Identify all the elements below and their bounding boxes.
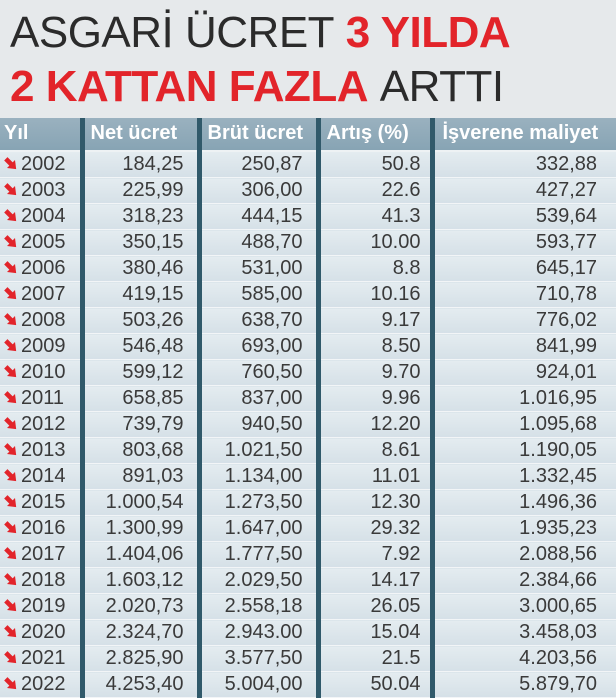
gross-wage-cell: 1.134,00 <box>199 464 318 490</box>
table-row <box>0 646 616 672</box>
employer-cost-cell: 1.190,05 <box>432 438 616 464</box>
employer-cost-cell: 924,01 <box>432 360 616 386</box>
increase-pct-cell: 9.70 <box>318 360 432 386</box>
down-right-arrow-icon <box>3 442 19 458</box>
table-row <box>0 256 616 282</box>
increase-pct-cell: 41.3 <box>318 204 432 230</box>
column-header-net: Net ücret <box>82 118 199 151</box>
employer-cost-cell: 776,02 <box>432 308 616 334</box>
down-right-arrow-icon <box>3 182 19 198</box>
employer-cost-cell: 1.016,95 <box>432 386 616 412</box>
increase-pct-cell: 22.6 <box>318 178 432 204</box>
increase-pct-cell: 12.20 <box>318 412 432 438</box>
year-cell <box>0 204 82 230</box>
employer-cost-cell: 332,88 <box>432 151 616 178</box>
year-cell <box>0 568 82 594</box>
employer-cost-cell: 539,64 <box>432 204 616 230</box>
net-wage-cell: 184,25 <box>82 151 199 178</box>
table-row <box>0 594 616 620</box>
table-row <box>0 334 616 360</box>
increase-pct-cell: 21.5 <box>318 646 432 672</box>
down-right-arrow-icon <box>3 208 19 224</box>
net-wage-cell: 1.404,06 <box>82 542 199 568</box>
increase-pct-cell: 50.8 <box>318 151 432 178</box>
increase-pct-cell: 8.50 <box>318 334 432 360</box>
table-row <box>0 151 616 178</box>
title-line2-red-text: 2 KATTAN FAZLA <box>10 62 368 111</box>
net-wage-cell: 599,12 <box>82 360 199 386</box>
year-cell <box>0 438 82 464</box>
increase-pct-cell: 10.16 <box>318 282 432 308</box>
increase-pct-cell: 26.05 <box>318 594 432 620</box>
table-row <box>0 308 616 334</box>
gross-wage-cell: 693,00 <box>199 334 318 360</box>
year-cell <box>0 386 82 412</box>
year-cell <box>0 594 82 620</box>
year-label: 2002 <box>21 153 66 175</box>
table-row <box>0 438 616 464</box>
year-cell <box>0 412 82 438</box>
net-wage-cell: 546,48 <box>82 334 199 360</box>
year-label: 2017 <box>21 543 66 565</box>
gross-wage-cell: 2.029,50 <box>199 568 318 594</box>
year-cell <box>0 646 82 672</box>
increase-pct-cell: 14.17 <box>318 568 432 594</box>
employer-cost-cell: 4.203,56 <box>432 646 616 672</box>
table-row <box>0 178 616 204</box>
net-wage-cell: 2.825,90 <box>82 646 199 672</box>
increase-pct-cell: 29.32 <box>318 516 432 542</box>
employer-cost-cell: 2.088,56 <box>432 542 616 568</box>
table-header <box>0 118 616 151</box>
gross-wage-cell: 2.558,18 <box>199 594 318 620</box>
increase-pct-cell: 10.00 <box>318 230 432 256</box>
gross-wage-cell: 638,70 <box>199 308 318 334</box>
year-cell <box>0 308 82 334</box>
increase-pct-cell: 7.92 <box>318 542 432 568</box>
net-wage-cell: 2.324,70 <box>82 620 199 646</box>
employer-cost-cell: 1.095,68 <box>432 412 616 438</box>
year-cell <box>0 282 82 308</box>
increase-pct-cell: 9.17 <box>318 308 432 334</box>
gross-wage-cell: 3.577,50 <box>199 646 318 672</box>
employer-cost-cell: 645,17 <box>432 256 616 282</box>
down-right-arrow-icon <box>3 312 19 328</box>
year-cell <box>0 464 82 490</box>
year-cell <box>0 230 82 256</box>
gross-wage-cell: 250,87 <box>199 151 318 178</box>
gross-wage-cell: 940,50 <box>199 412 318 438</box>
increase-pct-cell: 50.04 <box>318 672 432 698</box>
year-label: 2018 <box>21 569 66 591</box>
year-cell <box>0 516 82 542</box>
year-cell <box>0 360 82 386</box>
year-label: 2010 <box>21 361 66 383</box>
employer-cost-cell: 710,78 <box>432 282 616 308</box>
down-right-arrow-icon <box>3 572 19 588</box>
year-label: 2014 <box>21 465 66 487</box>
gross-wage-cell: 1.021,50 <box>199 438 318 464</box>
gross-wage-cell: 5.004,00 <box>199 672 318 698</box>
net-wage-cell: 419,15 <box>82 282 199 308</box>
net-wage-cell: 225,99 <box>82 178 199 204</box>
net-wage-cell: 350,15 <box>82 230 199 256</box>
down-right-arrow-icon <box>3 260 19 276</box>
increase-pct-cell: 11.01 <box>318 464 432 490</box>
year-cell <box>0 151 82 178</box>
increase-pct-cell: 9.96 <box>318 386 432 412</box>
year-cell <box>0 490 82 516</box>
gross-wage-cell: 1.273,50 <box>199 490 318 516</box>
increase-pct-cell: 8.61 <box>318 438 432 464</box>
down-right-arrow-icon <box>3 494 19 510</box>
year-label: 2016 <box>21 517 66 539</box>
net-wage-cell: 658,85 <box>82 386 199 412</box>
year-cell <box>0 178 82 204</box>
table-row <box>0 568 616 594</box>
table-row <box>0 490 616 516</box>
employer-cost-cell: 427,27 <box>432 178 616 204</box>
year-cell <box>0 620 82 646</box>
table-row <box>0 412 616 438</box>
net-wage-cell: 318,23 <box>82 204 199 230</box>
employer-cost-cell: 593,77 <box>432 230 616 256</box>
table-body <box>0 151 616 698</box>
down-right-arrow-icon <box>3 546 19 562</box>
year-label: 2013 <box>21 439 66 461</box>
table-row <box>0 542 616 568</box>
increase-pct-cell: 8.8 <box>318 256 432 282</box>
gross-wage-cell: 2.943.00 <box>199 620 318 646</box>
minimum-wage-table <box>0 118 616 698</box>
year-label: 2022 <box>21 673 66 695</box>
net-wage-cell: 380,46 <box>82 256 199 282</box>
year-label: 2008 <box>21 309 66 331</box>
gross-wage-cell: 488,70 <box>199 230 318 256</box>
year-cell <box>0 334 82 360</box>
employer-cost-cell: 1.332,45 <box>432 464 616 490</box>
gross-wage-cell: 531,00 <box>199 256 318 282</box>
year-label: 2009 <box>21 335 66 357</box>
year-label: 2003 <box>21 179 66 201</box>
down-right-arrow-icon <box>3 624 19 640</box>
year-cell <box>0 542 82 568</box>
column-header-brut: Brüt ücret <box>199 118 318 151</box>
net-wage-cell: 2.020,73 <box>82 594 199 620</box>
column-header-artis: Artış (%) <box>318 118 432 151</box>
year-cell <box>0 672 82 698</box>
net-wage-cell: 503,26 <box>82 308 199 334</box>
gross-wage-cell: 837,00 <box>199 386 318 412</box>
employer-cost-cell: 2.384,66 <box>432 568 616 594</box>
title-line1-dark-text: ASGARİ ÜCRET <box>10 8 335 57</box>
table-row <box>0 516 616 542</box>
title-line1-red-text: 3 YILDA <box>345 8 511 57</box>
down-right-arrow-icon <box>3 286 19 302</box>
down-right-arrow-icon <box>3 650 19 666</box>
year-label: 2012 <box>21 413 66 435</box>
down-right-arrow-icon <box>3 338 19 354</box>
net-wage-cell: 803,68 <box>82 438 199 464</box>
down-right-arrow-icon <box>3 234 19 250</box>
employer-cost-cell: 5.879,70 <box>432 672 616 698</box>
gross-wage-cell: 306,00 <box>199 178 318 204</box>
increase-pct-cell: 15.04 <box>318 620 432 646</box>
year-label: 2020 <box>21 621 66 643</box>
gross-wage-cell: 1.647,00 <box>199 516 318 542</box>
table-row <box>0 204 616 230</box>
employer-cost-cell: 3.000,65 <box>432 594 616 620</box>
column-header-yil: Yıl <box>0 118 82 151</box>
table-row <box>0 386 616 412</box>
year-cell <box>0 256 82 282</box>
year-label: 2015 <box>21 491 66 513</box>
title-space <box>334 8 346 57</box>
down-right-arrow-icon <box>3 676 19 692</box>
down-right-arrow-icon <box>3 364 19 380</box>
table-row <box>0 464 616 490</box>
title-line2-dark-text: ARTTI <box>379 62 504 111</box>
down-right-arrow-icon <box>3 416 19 432</box>
year-label: 2007 <box>21 283 66 305</box>
table-row <box>0 282 616 308</box>
employer-cost-cell: 1.496,36 <box>432 490 616 516</box>
down-right-arrow-icon <box>3 156 19 172</box>
page-title <box>0 0 616 118</box>
net-wage-cell: 1.300,99 <box>82 516 199 542</box>
table-row <box>0 620 616 646</box>
gross-wage-cell: 760,50 <box>199 360 318 386</box>
title-space <box>368 62 380 111</box>
year-label: 2005 <box>21 231 66 253</box>
down-right-arrow-icon <box>3 598 19 614</box>
down-right-arrow-icon <box>3 520 19 536</box>
year-label: 2004 <box>21 205 66 227</box>
table-row <box>0 230 616 256</box>
net-wage-cell: 1.603,12 <box>82 568 199 594</box>
gross-wage-cell: 585,00 <box>199 282 318 308</box>
employer-cost-cell: 3.458,03 <box>432 620 616 646</box>
title-line-2 <box>10 60 608 114</box>
table-row <box>0 672 616 698</box>
net-wage-cell: 891,03 <box>82 464 199 490</box>
year-label: 2011 <box>21 387 65 409</box>
year-label: 2019 <box>21 595 66 617</box>
year-label: 2021 <box>21 647 66 669</box>
gross-wage-cell: 1.777,50 <box>199 542 318 568</box>
net-wage-cell: 4.253,40 <box>82 672 199 698</box>
increase-pct-cell: 12.30 <box>318 490 432 516</box>
down-right-arrow-icon <box>3 390 19 406</box>
net-wage-cell: 1.000,54 <box>82 490 199 516</box>
year-label: 2006 <box>21 257 66 279</box>
gross-wage-cell: 444,15 <box>199 204 318 230</box>
table-header-row <box>0 118 616 151</box>
net-wage-cell: 739,79 <box>82 412 199 438</box>
title-line-1 <box>10 6 608 60</box>
employer-cost-cell: 1.935,23 <box>432 516 616 542</box>
down-right-arrow-icon <box>3 468 19 484</box>
employer-cost-cell: 841,99 <box>432 334 616 360</box>
table-row <box>0 360 616 386</box>
column-header-maliyet: İşverene maliyet <box>432 118 616 151</box>
